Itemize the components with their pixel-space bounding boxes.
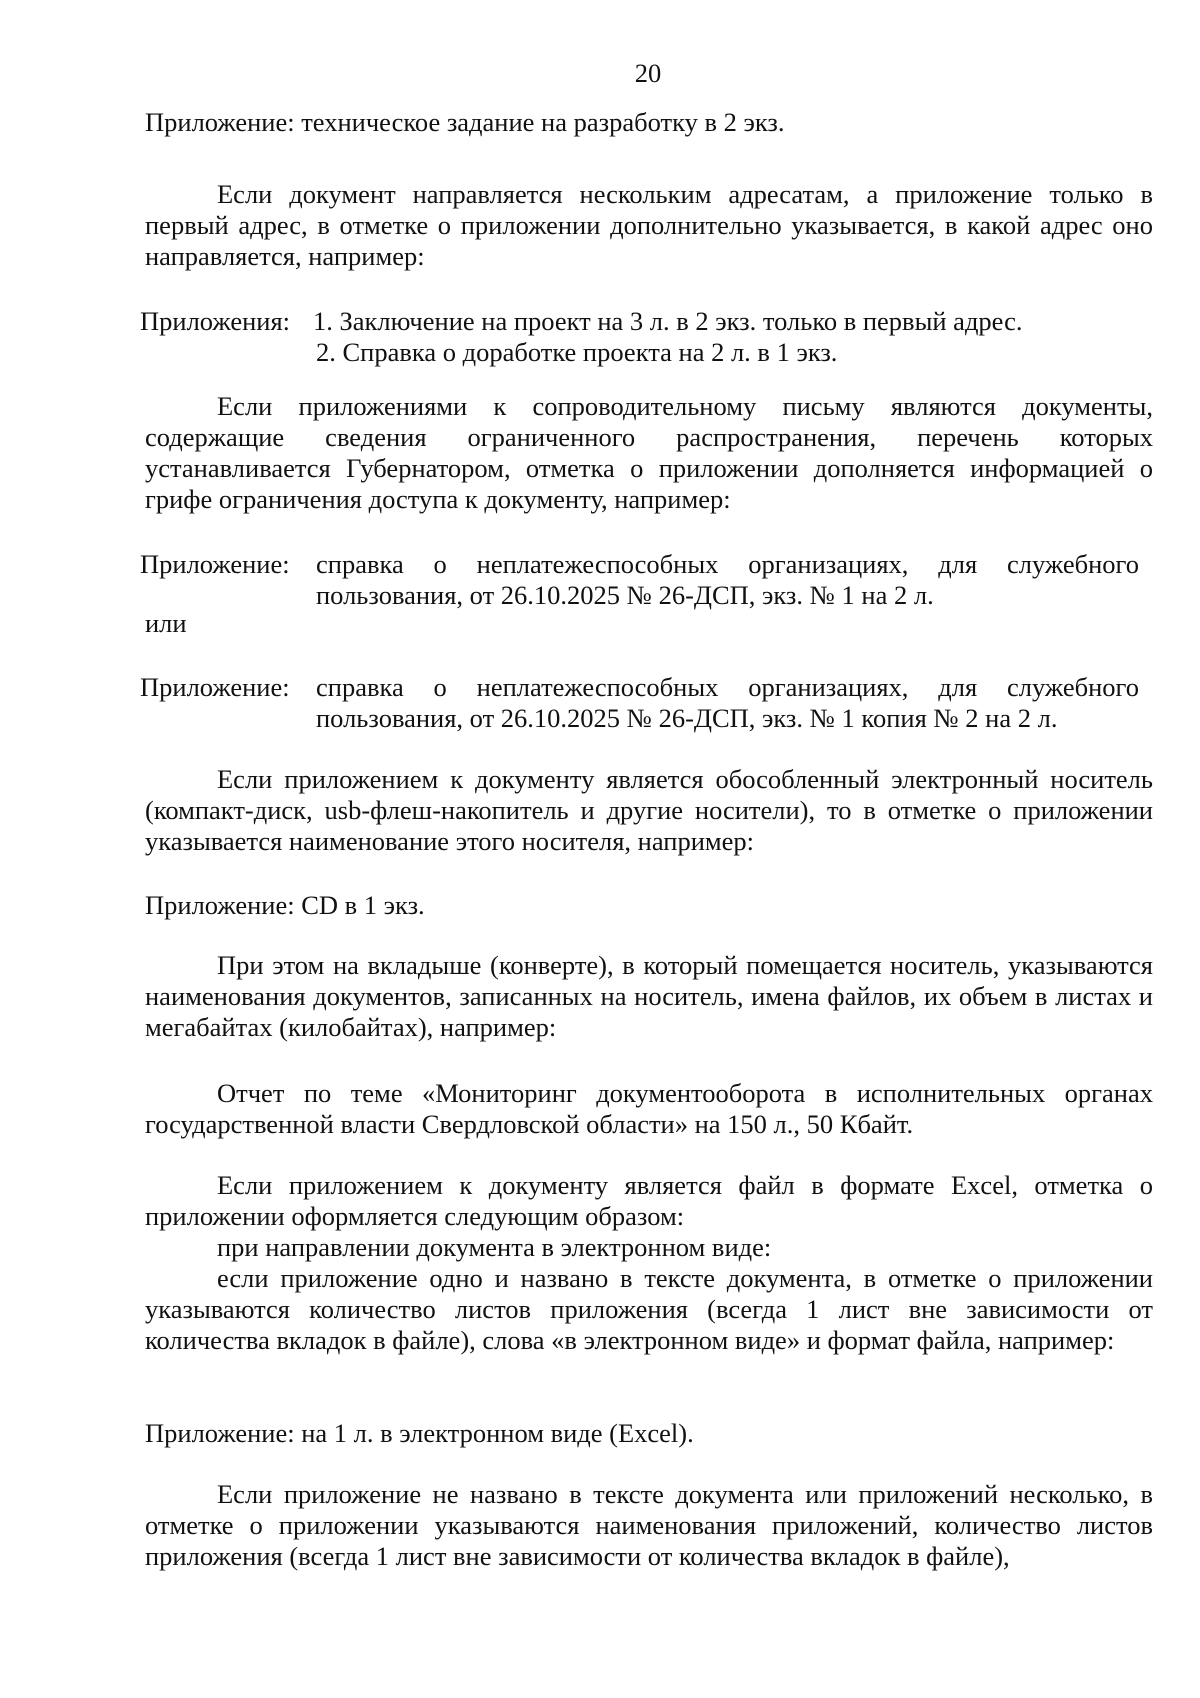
paragraph-single-attachment: если приложение одно и названо в тексте документа, в отметке о приложении указываются количество листов приложения (всегда 1 лист вне зависимости от количества вкладок в файле), слова «в электронном виде» и формат файла, например: [145, 1263, 1153, 1355]
paragraph-multiple-addressees: Если документ направляется нескольким адресатам, а приложение только в первый адрес, в отметке о приложении дополнительно указывается, в какой адрес оно направляется, например: [145, 179, 1153, 271]
page-number: 20 [634, 58, 662, 88]
or-separator: или [145, 608, 187, 638]
attachment-item-1: 1. Заключение на проект на 3 л. в 2 экз. только в первый адрес. [313, 306, 1023, 336]
example-label: Приложение: [140, 672, 290, 702]
attachment-item-2: 2. Справка о доработке проекта на 2 л. в 1 экз. [316, 337, 838, 367]
paragraph-electronic-form: при направлении документа в электронном виде: [217, 1232, 772, 1262]
example-label: Приложения: [140, 306, 291, 336]
example-text: справка о неплатежеспособных организациях, для служебного пользования, от 26.10.2025 № 26-ДСП, экз. № 1 копия № 2 на 2 л. [316, 672, 1139, 733]
example-text: справка о неплатежеспособных организациях, для служебного пользования, от 26.10.2025 № 26-ДСП, экз. № 1 на 2 л. [316, 549, 1139, 610]
paragraph-multiple-attachments: Если приложение не названо в тексте документа или приложений несколько, в отметке о приложении указываются наименования приложений, количество листов приложения (всегда 1 лист вне зависимости от количества вкладок в файле), [145, 1479, 1153, 1571]
example-cd-attachment: Приложение: CD в 1 экз. [145, 890, 425, 920]
attachment-note-1: Приложение: техническое задание на разработку в 2 экз. [145, 107, 785, 137]
paragraph-insert-envelope: При этом на вкладыше (конверте), в который помещается носитель, указываются наименования документов, записанных на носитель, имена файлов, их объем в листах и мегабайтах (килобайтах), например: [145, 950, 1153, 1042]
paragraph-excel-attachment: Если приложением к документу является файл в формате Excel, отметка о приложении оформляется следующим образом: [145, 1170, 1153, 1231]
paragraph-restricted-documents: Если приложениями к сопроводительному письму являются документы, содержащие сведения ограниченного распространения, перечень которых устанавливается Губернатором, отметка о приложении дополняется информацией о грифе ограничения доступа к документу, например: [145, 391, 1153, 514]
example-label: Приложение: [140, 549, 290, 579]
example-report-entry: Отчет по теме «Мониторинг документооборота в исполнительных органах государственной власти Свердловской области» на 150 л., 50 Кбайт. [145, 1078, 1153, 1139]
paragraph-electronic-media: Если приложением к документу является обособленный электронный носитель (компакт-диск, usb-флеш-накопитель и другие носители), то в отметке о приложении указывается наименование этого носителя, например: [145, 764, 1153, 856]
example-excel-attachment: Приложение: на 1 л. в электронном виде (Excel). [145, 1418, 694, 1448]
